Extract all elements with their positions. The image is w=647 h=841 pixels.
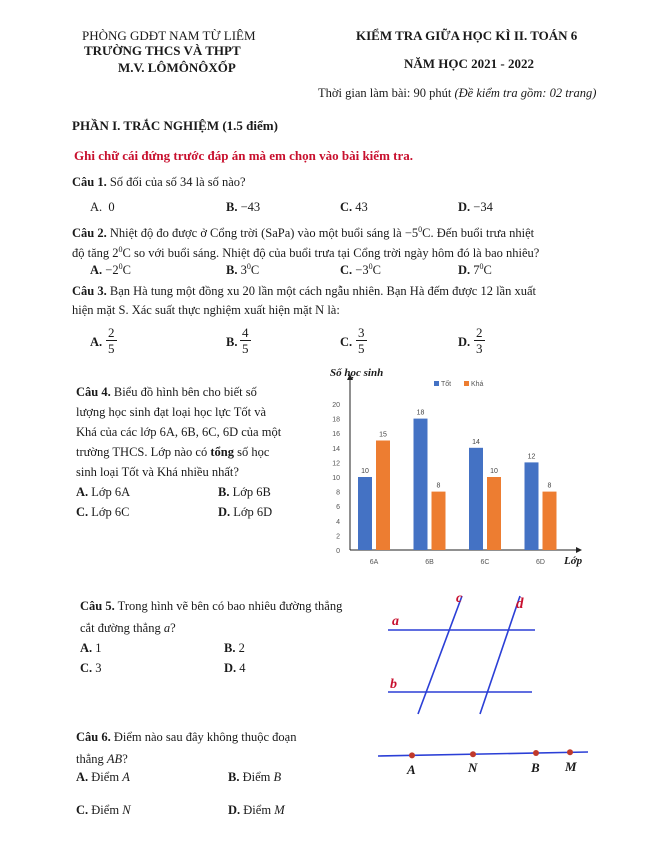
question-5-line2: [80, 619, 176, 639]
q2-option-b[interactable]: [226, 262, 259, 278]
legend-swatch: [464, 381, 469, 386]
bar: [414, 419, 428, 550]
question-3-line1: [72, 282, 536, 302]
bar-value-label: 14: [472, 438, 480, 446]
unit: C: [122, 246, 131, 261]
question-4-line3: Khá của các lớp 6A, 6B, 6C, 6D của một: [76, 425, 282, 439]
option-value: 3: [240, 263, 247, 278]
y-tick-label: 0: [336, 548, 340, 555]
degree-sign: 0: [118, 245, 123, 254]
bar-value-label: 10: [361, 468, 369, 475]
lines-figure: [384, 588, 540, 716]
denominator: 5: [108, 341, 115, 356]
degree-sign: 0: [118, 262, 123, 271]
label-m: M: [565, 759, 577, 774]
question-text: so với buổi sáng. Nhiệt độ của buổi trưa tại Cổng trời ngày hôm đó là bao nhiêu?: [130, 246, 540, 261]
exam-time: [318, 86, 596, 101]
question-4-line5: sinh loại Tốt và Khá nhiều nhất?: [76, 465, 239, 479]
question-text: số học: [233, 445, 270, 459]
question-2-line2: [72, 240, 539, 264]
label-d: d: [516, 596, 524, 612]
unit: C: [122, 263, 131, 278]
option-value: −43: [240, 200, 261, 214]
temperature-value: −5: [404, 226, 419, 241]
q4-option-a[interactable]: [76, 485, 130, 500]
option-value: 43: [355, 200, 368, 214]
option-value: 7: [473, 263, 480, 278]
unit: C: [422, 226, 431, 241]
y-tick-label: 8: [336, 489, 340, 497]
question-text: độ tăng: [72, 246, 113, 261]
point-a: [409, 752, 415, 758]
q3-option-a-fraction: [106, 325, 117, 356]
option-prefix: Điểm: [243, 803, 275, 817]
option-letter: A.: [90, 200, 103, 214]
label-n: N: [468, 760, 478, 775]
question-label: Câu 2.: [72, 226, 107, 241]
option-letter: C.: [76, 803, 89, 817]
q4-option-c[interactable]: [76, 505, 130, 520]
option-value: B: [273, 770, 282, 784]
question-text: Bạn Hà tung một đồng xu 20 lần một cách ngẫu nhiên. Bạn Hà đếm được 12 lần xuất: [106, 284, 537, 298]
option-letter: D.: [458, 263, 471, 278]
bar-value-label: 8: [547, 482, 552, 490]
instruction: Ghi chữ cái đứng trước đáp án mà em chọn vào bài kiểm tra.: [74, 148, 413, 163]
x-tick-label: 6D: [536, 559, 545, 566]
question-text: cắt đường thẳng: [80, 621, 164, 635]
q5-option-a[interactable]: [80, 641, 102, 656]
label-b: b: [390, 677, 397, 692]
point-b: [533, 750, 539, 756]
y-tick-label: 4: [336, 518, 340, 526]
q3-option-c-letter[interactable]: C.: [340, 335, 353, 349]
unit: C: [250, 263, 260, 278]
question-text: thẳng: [76, 752, 107, 766]
y-tick-label: 10: [332, 475, 340, 482]
question-text: Điểm nào sau đây không thuộc đoạn: [110, 730, 297, 744]
y-tick-label: 20: [332, 402, 340, 409]
option-letter: B.: [226, 263, 238, 278]
option-value: Lớp 6B: [232, 485, 271, 499]
school-name-line2: M.V. LÔMÔNÔXỐP: [118, 60, 236, 75]
denominator: 5: [358, 341, 365, 356]
option-letter: D.: [218, 505, 231, 519]
point-m: [567, 749, 573, 755]
question-label: Câu 3.: [72, 284, 107, 298]
q6-option-d[interactable]: [228, 803, 285, 818]
option-prefix: Điểm: [91, 803, 123, 817]
x-tick-label: 6B: [425, 559, 434, 566]
bar-value-label: 15: [379, 431, 387, 439]
option-value: 0: [108, 200, 115, 214]
bar: [358, 477, 372, 550]
q2-option-a[interactable]: [90, 262, 131, 278]
question-1: [72, 175, 246, 190]
y-axis-title: Số học sinh: [330, 367, 384, 379]
question-label: Câu 1.: [72, 175, 107, 189]
question-text: Số đối của số 34 là số nào?: [106, 175, 246, 189]
question-text: trường THCS. Lớp nào có: [76, 445, 211, 459]
option-letter: A.: [80, 641, 93, 655]
option-letter: C.: [80, 661, 93, 675]
question-4-line2: lượng học sinh đạt loại học lực Tốt và: [76, 405, 267, 419]
exam-page-note: (Đề kiểm tra gồm: 02 trang): [454, 86, 597, 100]
option-value: 4: [239, 661, 246, 675]
question-label: Câu 6.: [76, 730, 111, 744]
numerator: 2: [108, 325, 115, 340]
emphasis: tổng: [210, 445, 234, 459]
question-text: ?: [122, 752, 128, 766]
q5-option-b[interactable]: [224, 641, 245, 656]
q3-option-a-letter[interactable]: A.: [90, 335, 103, 349]
line-variable: a: [163, 621, 171, 635]
degree-sign: 0: [418, 225, 423, 234]
y-tick-label: 14: [332, 445, 340, 453]
label-c: c: [456, 591, 463, 606]
line-d: [480, 596, 520, 714]
x-tick-label: 6A: [369, 559, 379, 566]
option-letter: C.: [340, 200, 353, 214]
q4-option-d[interactable]: [218, 505, 272, 520]
q1-option-b[interactable]: [226, 200, 260, 215]
bar: [376, 441, 390, 551]
option-value: Lớp 6A: [91, 485, 131, 499]
option-letter: B.: [224, 641, 236, 655]
question-5-line1: [80, 597, 342, 617]
legend-swatch: [434, 381, 439, 386]
option-letter: D.: [224, 661, 237, 675]
degree-sign: 0: [368, 262, 373, 271]
label-a: a: [392, 614, 399, 629]
bar-chart: [322, 364, 588, 574]
y-tick-label: 16: [332, 431, 340, 439]
option-value: Lớp 6C: [91, 505, 130, 519]
option-letter: D.: [458, 200, 471, 214]
question-4-line1: [76, 383, 257, 403]
numerator: 4: [242, 325, 249, 340]
option-letter: C.: [340, 263, 353, 278]
y-tick-label: 2: [336, 533, 340, 541]
point-n: [470, 751, 476, 757]
bar: [525, 462, 539, 550]
option-letter: B.: [218, 485, 230, 499]
segment-variable: AB: [106, 752, 123, 766]
q5-option-d[interactable]: [224, 661, 246, 676]
points-figure: [372, 744, 592, 778]
x-tick-label: 6C: [480, 559, 490, 566]
exam-title: KIỂM TRA GIỮA HỌC KÌ II. TOÁN 6: [356, 28, 578, 43]
question-text: ?: [170, 621, 176, 635]
degree-sign: 0: [246, 262, 251, 271]
q6-option-a[interactable]: [76, 770, 130, 785]
part-title: PHẦN I. TRẮC NGHIỆM (1.5 điểm): [72, 118, 278, 133]
label-b: B: [531, 760, 540, 775]
option-value: N: [122, 803, 131, 817]
legend-label: Tốt: [441, 381, 452, 388]
option-value: 1: [95, 641, 102, 655]
x-axis-title: Lớp: [564, 555, 583, 567]
degree-sign: 0: [479, 262, 484, 271]
option-value: 3: [95, 661, 102, 675]
question-text: Biểu đồ hình bên cho biết số: [110, 385, 257, 399]
q2-option-d[interactable]: [458, 262, 492, 278]
school-year: NĂM HỌC 2021 - 2022: [404, 56, 534, 71]
option-value: 2: [238, 641, 245, 655]
q3-option-b-letter[interactable]: B.: [226, 335, 238, 349]
unit: C: [372, 263, 381, 278]
question-label: Câu 4.: [76, 385, 111, 399]
option-letter: B.: [226, 200, 238, 214]
option-letter: C.: [76, 505, 89, 519]
q3-option-d-fraction: [474, 325, 485, 356]
y-tick-label: 12: [332, 460, 340, 468]
bar: [469, 448, 483, 550]
question-text: Trong hình vẽ bên có bao nhiêu đường thẳng: [114, 599, 343, 613]
temperature-value: 2: [112, 246, 119, 261]
q2-option-c[interactable]: [340, 262, 381, 278]
option-value: Lớp 6D: [233, 505, 273, 519]
q3-option-b-fraction: [240, 325, 251, 356]
label-a: A: [407, 762, 416, 777]
x-axis-arrow: [576, 547, 582, 553]
y-tick-label: 6: [336, 504, 340, 512]
q6-option-b[interactable]: [228, 770, 281, 785]
option-value: −2: [105, 263, 119, 278]
legend-label: Khá: [471, 381, 484, 388]
y-tick-label: 18: [332, 416, 340, 424]
q6-option-c[interactable]: [76, 803, 131, 818]
option-value: −3: [355, 263, 369, 278]
question-4-line4: [76, 443, 269, 463]
question-6-line2: [76, 750, 128, 770]
denominator: 3: [476, 341, 483, 356]
department-name: PHÒNG GDĐT NAM TỪ LIÊM: [82, 28, 256, 43]
bar-value-label: 8: [436, 482, 441, 490]
school-name-line1: TRƯỜNG THCS VÀ THPT: [84, 43, 241, 58]
q5-option-c[interactable]: [80, 661, 102, 676]
option-letter: B.: [228, 770, 240, 784]
question-3-line2: hiện mặt S. Xác suất thực nghiệm xuất hiện mặt N là:: [72, 303, 340, 317]
question-label: Câu 5.: [80, 599, 115, 613]
q4-option-b[interactable]: [218, 485, 271, 500]
numerator: 3: [358, 325, 365, 340]
unit: C: [483, 263, 492, 278]
question-text: Nhiệt độ đo được ở Cổng trời (SaPa) vào một buổi sáng là: [106, 226, 405, 241]
q1-option-d[interactable]: [458, 200, 493, 215]
option-letter: A.: [76, 770, 89, 784]
bar-value-label: 10: [490, 468, 498, 475]
option-value: A: [122, 770, 130, 784]
option-value: M: [274, 803, 285, 817]
question-text: . Đến buổi trưa nhiệt: [430, 226, 535, 241]
bar: [487, 477, 501, 550]
exam-time-text: Thời gian làm bài: 90 phút: [318, 86, 455, 100]
bar: [432, 492, 446, 550]
bar: [543, 492, 557, 550]
option-prefix: Điểm: [242, 770, 274, 784]
q1-option-c[interactable]: [340, 200, 368, 215]
numerator: 2: [476, 325, 483, 340]
q3-option-c-fraction: [356, 325, 367, 356]
option-letter: A.: [76, 485, 89, 499]
question-6-line1: [76, 728, 296, 748]
option-prefix: Điểm: [91, 770, 123, 784]
bar-value-label: 18: [416, 409, 425, 417]
option-value: −34: [473, 200, 493, 214]
q1-option-a[interactable]: [90, 200, 115, 215]
q3-option-d-letter[interactable]: D.: [458, 335, 471, 349]
option-letter: D.: [228, 803, 241, 817]
line-c: [418, 596, 462, 714]
bar-value-label: 12: [527, 453, 536, 461]
denominator: 5: [242, 341, 249, 356]
option-letter: A.: [90, 263, 103, 278]
